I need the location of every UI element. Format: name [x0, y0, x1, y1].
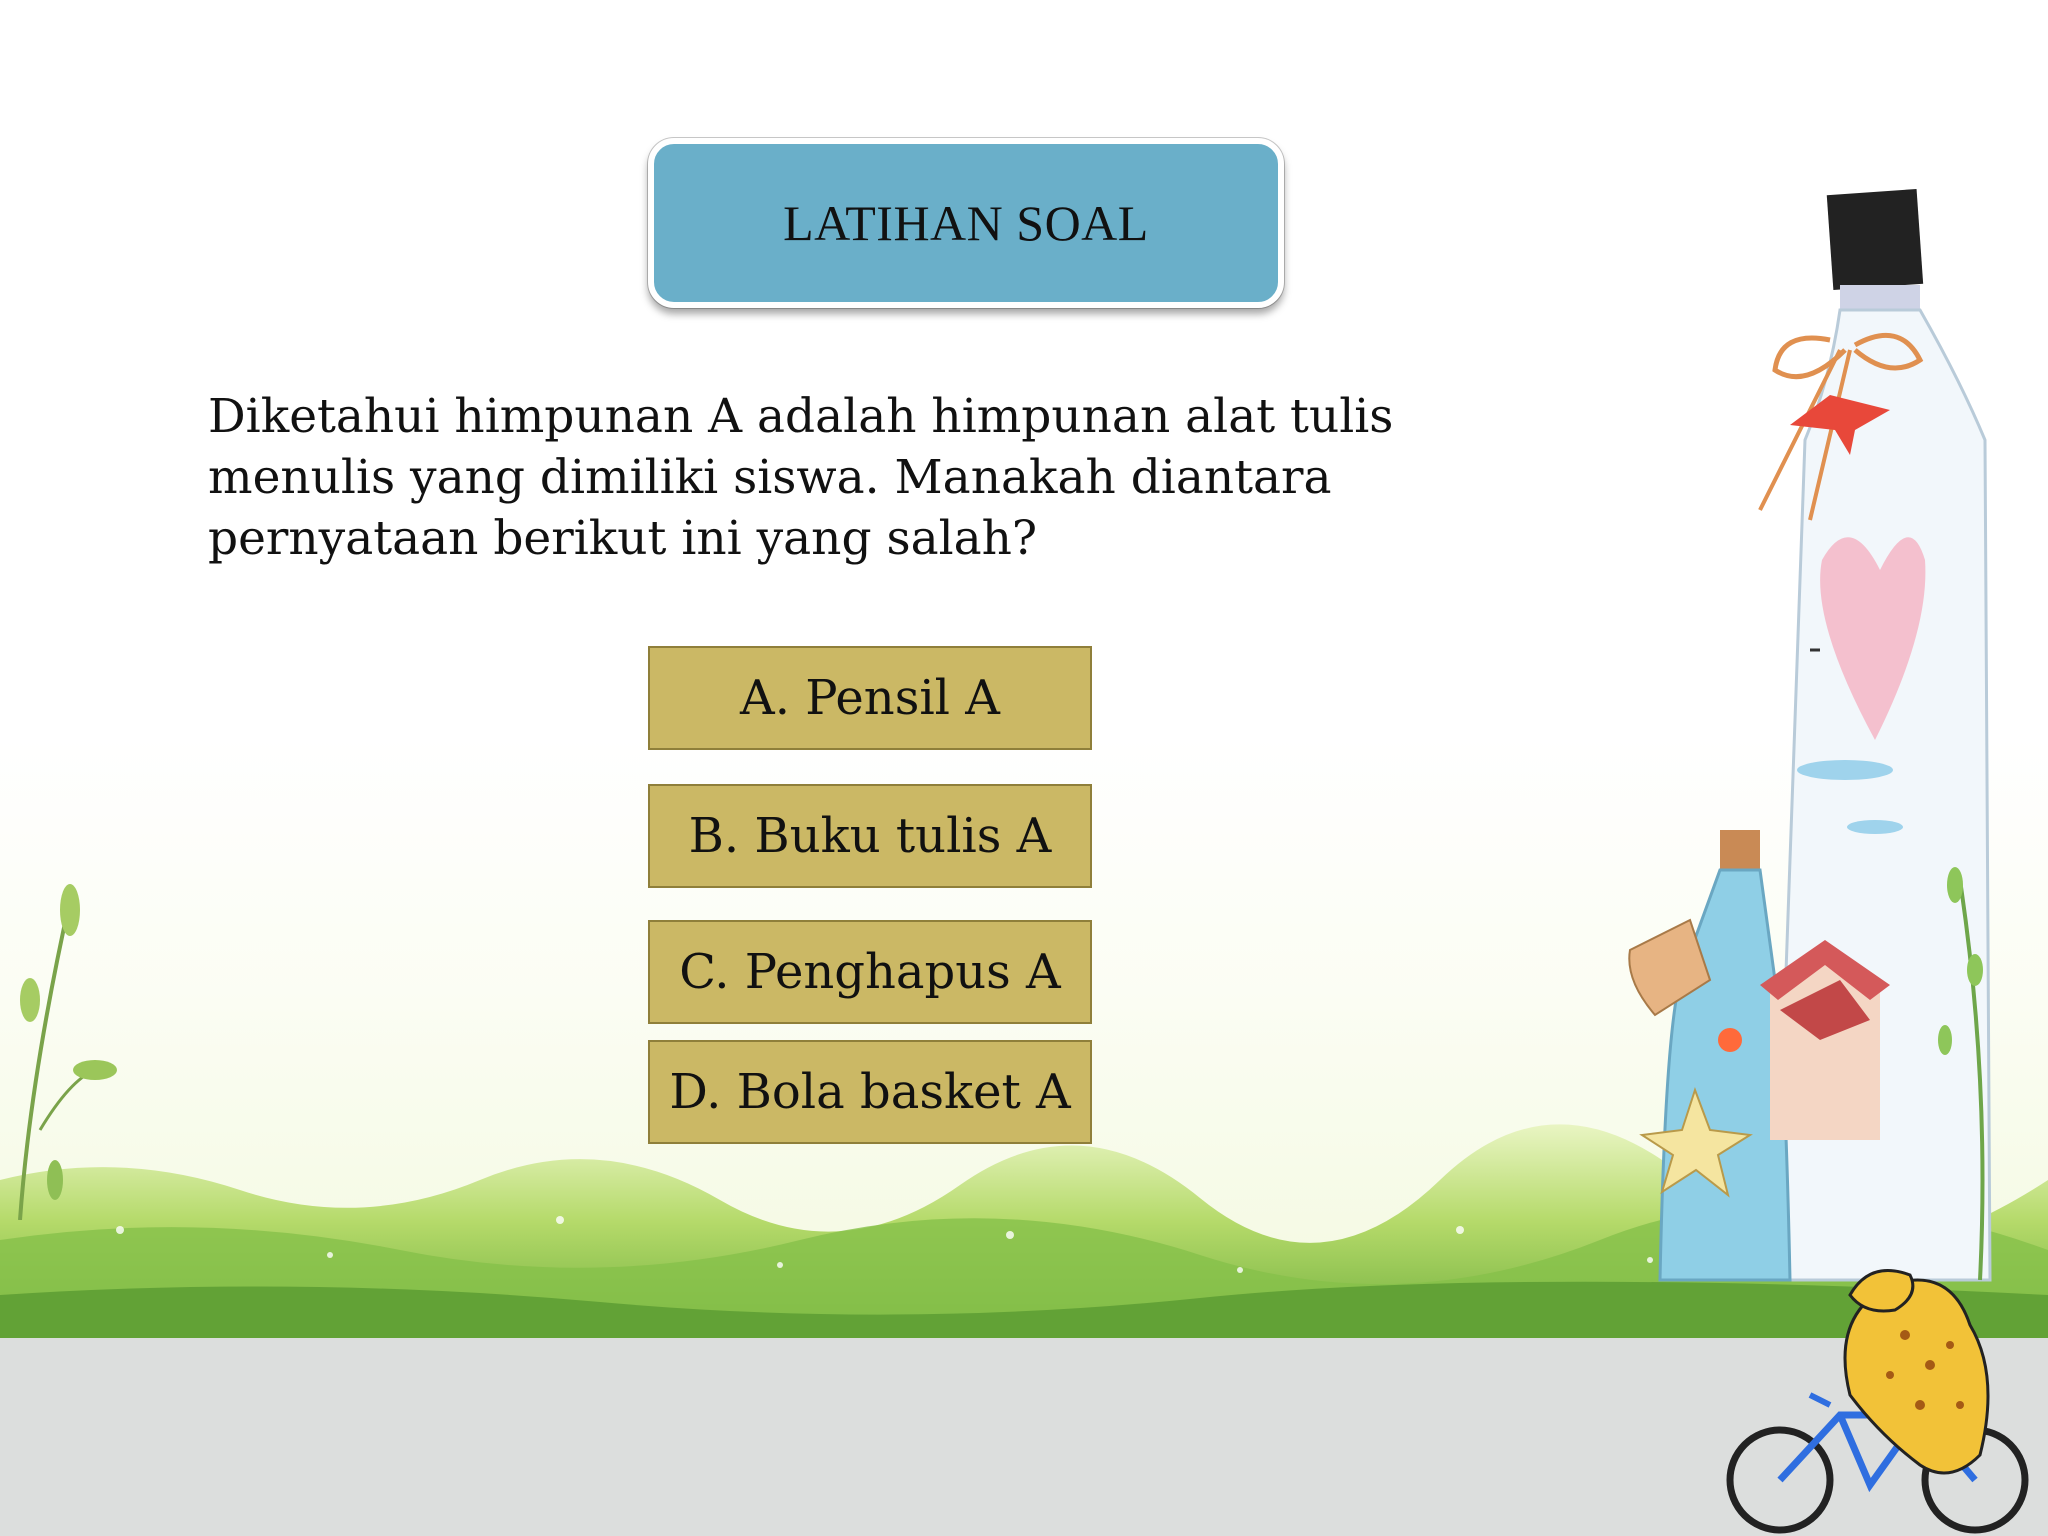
- option-c-label: C. Penghapus A: [679, 944, 1061, 1000]
- peace-bottle-illustration: [1600, 180, 2020, 1300]
- option-d-button[interactable]: [648, 1040, 1092, 1144]
- cheetah-bike-icon: [1720, 1255, 2040, 1535]
- option-b-button[interactable]: [648, 784, 1092, 888]
- option-c-button[interactable]: [648, 920, 1092, 1024]
- title-box: [648, 138, 1284, 308]
- plant-sprig-icon: [0, 880, 120, 1220]
- question-text: Diketahui himpunan A adalah himpunan alat tulis menulis yang dimiliki siswa. Manakah diantara pernyataan berikut ini yang salah?: [208, 389, 1394, 566]
- option-b-label: B. Buku tulis A: [688, 808, 1052, 864]
- option-d-label: D. Bola basket A: [669, 1064, 1071, 1120]
- option-a-label: A. Pensil A: [740, 670, 1000, 726]
- slide-title: LATIHAN SOAL: [783, 195, 1149, 251]
- option-a-button[interactable]: [648, 646, 1092, 750]
